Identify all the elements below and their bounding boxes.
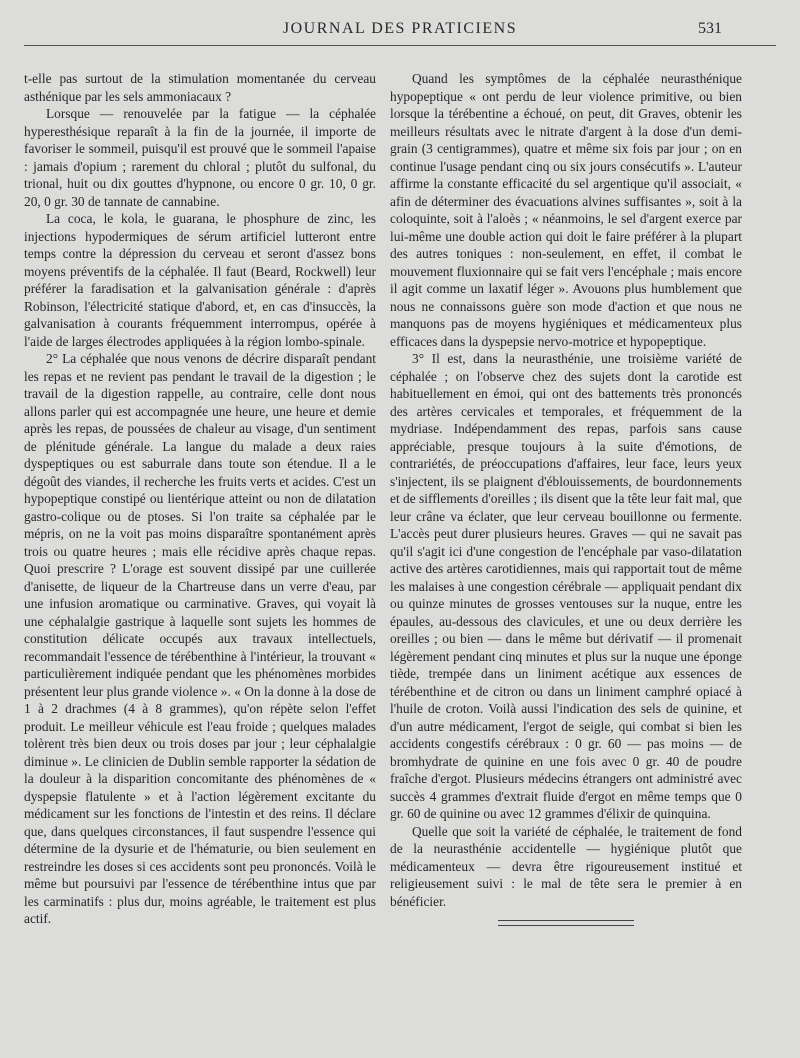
left-column (24, 70, 376, 928)
paragraph: Quand les symptômes de la céphalée neurasthénique hypopeptique « ont perdu de leur violence primitive, ou bien lorsque la térébentine a échoué, on peut, dit Graves, obtenir les meilleurs résultats avec le nitrate d'argent à la dose d'un demi-grain (3 centigrammes), quatre et même six fois par jour ; on en continue l'usage pendant cinq ou six jours consécutifs ». L'auteur affirme la constante efficacité du sel argentique qu'il associait, « afin de déterminer des évacuations alvines suffisantes », soit à la coloquinte, soit à l'aloès ; « néanmoins, le sel d'argent exerce par lui-même une double action qui doit le faire préférer à la plupart des autres toniques : non-seulement, en effet, il combat le mouvement fluxionnaire qui se fait vers l'encéphale ; mais encore il agit comme un laxatif léger ». Avouons plus humblement que nous ne connaissons guère son mode d'action et que nous ne manquons pas de moyens hygiéniques et médicamenteux plus efficaces dans la dyspepsie nervo-motrice et hypopeptique. (390, 71, 742, 349)
running-title: JOURNAL DES PRATICIENS (282, 20, 518, 37)
paragraph: Lorsque — renouvelée par la fatigue — la céphalée hyperesthésique reparaît à la fin de la journée, il importe de favoriser le sommeil, puisqu'il est prouvé que le sommeil l'apaise : jamais d'opium ; rarement du chloral ; plutôt du sulfonal, du trional, huit ou dix gouttes d'hypnone, ou encore 0 gr. 10, 0 gr. 20, 0 gr. 30 de tannate de cannabine. (24, 106, 376, 209)
end-rule (498, 920, 634, 926)
right-column (390, 70, 742, 910)
paragraph: t-elle pas surtout de la stimulation momentanée du cerveau asthénique par les sels ammoniacaux ? (24, 71, 376, 104)
paragraph: Quelle que soit la variété de céphalée, le traitement de fond de la neurasthénie accidentelle — hygiénique plutôt que médicamenteux — devra être rigoureusement institué et religieusement suivi : le mal de tête sera le premier à en bénéficier. (390, 823, 742, 909)
paragraph: 2° La céphalée que nous venons de décrire disparaît pendant les repas et ne revient pas pendant le travail de la digestion ; le travail de la digestion rappelle, au contraire, celle dont nous allons parler qui est accompagnée une heure, une heure et demie après les repas, de poussées de chaleur au visage, d'un sentiment de plénitude générale. La langue du malade a deux raies dyspeptiques ou est saburrale dans toute son étendue. Il a le dégoût des viandes, il recherche les fruits verts et acides. C'est un hypopeptique constipé ou lientérique atteint ou non de dilatation gastro-colique ou de ptoses. Si l'on traite sa céphalée par le mépris, on ne la voit pas moins disparaître spontanément après trois ou quatre heures ; mais elle récidive après chaque repas. Quoi prescrire ? L'orage est souvent dissipé par une cuillerée d'anisette, de liqueur de la Chartreuse dans un verre d'eau, par une infusion aromatique ou carminative. Graves, qui voyait là une céphalalgie gastrique à laquelle sont sujets les hommes de constitution délicate occupés aux travaux intellectuels, recommandait l'essence de térébenthine à l'intérieur, la trouvant « particulièrement indiquée pendant que les phénomènes morbides présentent leur plus grande violence ». « On la donne à la dose de 1 à 2 drachmes (4 à 8 grammes), qu'on répète selon l'effet produit. Le meilleur véhicule est l'eau froide ; quelques malades tolèrent très bien deux ou trois doses par jour ; leur céphalalgie diminue ». Le clinicien de Dublin semble rapporter la sédation de la douleur à la disparition concomitante des phénomènes de « dyspepsie flatulente » et à l'action légèrement excitante du médicament sur les fonctions de l'intestin et des reins. Il déclare que, dans quelques circonstances, il faut suspendre l'essence qui détermine de la dysurie et de l'hématurie, ou bien seulement en restreindre les doses si ces accidents sont peu prononcés. Voilà le même but poursuivi par l'essence de térébenthine intus que par les carminatifs : plus dur, moins agréable, le traitement est plus actif. (24, 351, 376, 926)
header-rule (24, 45, 776, 46)
page-number: 531 (698, 20, 722, 37)
paragraph: 3° Il est, dans la neurasthénie, une troisième variété de céphalée ; on l'observe chez des sujets dont la carotide est habituellement en émoi, qui ont des battements très prononcés des artères cervicales et temporales, et fréquemment de la mydriase. Indépendamment des repas, parfois sans cause appréciable, presque toujours à la suite d'émotions, de contrariétés, de préoccupations d'affaires, leur face, leurs yeux s'injectent, ils se plaignent d'éblouissements, de bourdonnements et de sifflements d'oreilles ; ils disent que la tête leur fait mal, que leur crâne va éclater, que leur cerveau bouillonne ou fermente. L'accès peut durer plusieurs heures. Graves — qui ne savait pas qu'il s'agit ici d'une congestion de l'encéphale par vaso-dilatation active des artères carotidiennes, mais qui rapportait tout de même les malaises à une congestion cérébrale — appliquait pendant dix ou quinze minutes de grosses ventouses sur la nuque, entre les épaules, au-dessous des clavicules, et une ou deux derrière les oreilles ; ou bien — dans le même but dérivatif — il promenait légèrement pendant cinq minutes et plus sur la nuque une éponge tiède, trempée dans un liniment acétique aux essences de térébenthine et de citron ou dans un liniment camphré opiacé à l'huile de croton. Voilà aussi l'indication des sels de quinine, et d'un autre médicament, l'ergot de seigle, qui combat si bien les accidents congestifs cérébraux : 0 gr. 60 — pas moins — de bromhydrate de quinine en une fois avec 0 gr. 40 de poudre fraîche d'ergot. Plusieurs médecins étrangers ont administré avec succès 4 grammes d'extrait fluide d'ergot en même temps que 0 gr. 60 de quinine ou avec 12 grammes d'élixir de quinquina. (390, 351, 742, 821)
page-header (0, 0, 800, 46)
paragraph: La coca, le kola, le guarana, le phosphure de zinc, les injections hypodermiques de sérum artificiel lutteront entre temps contre la dépression du cerveau et seront d'assez bons moyens préventifs de la céphalée. Il faut (Beard, Rockwell) leur préférer la faradisation et la galvanisation générale : d'après Robinson, l'électricité statique d'abord, et, en cas d'insuccès, la galvanisation à courants fréquemment interrompus, opérée à l'aide de larges électrodes appliquées à la région lombo-spinale. (24, 211, 376, 349)
